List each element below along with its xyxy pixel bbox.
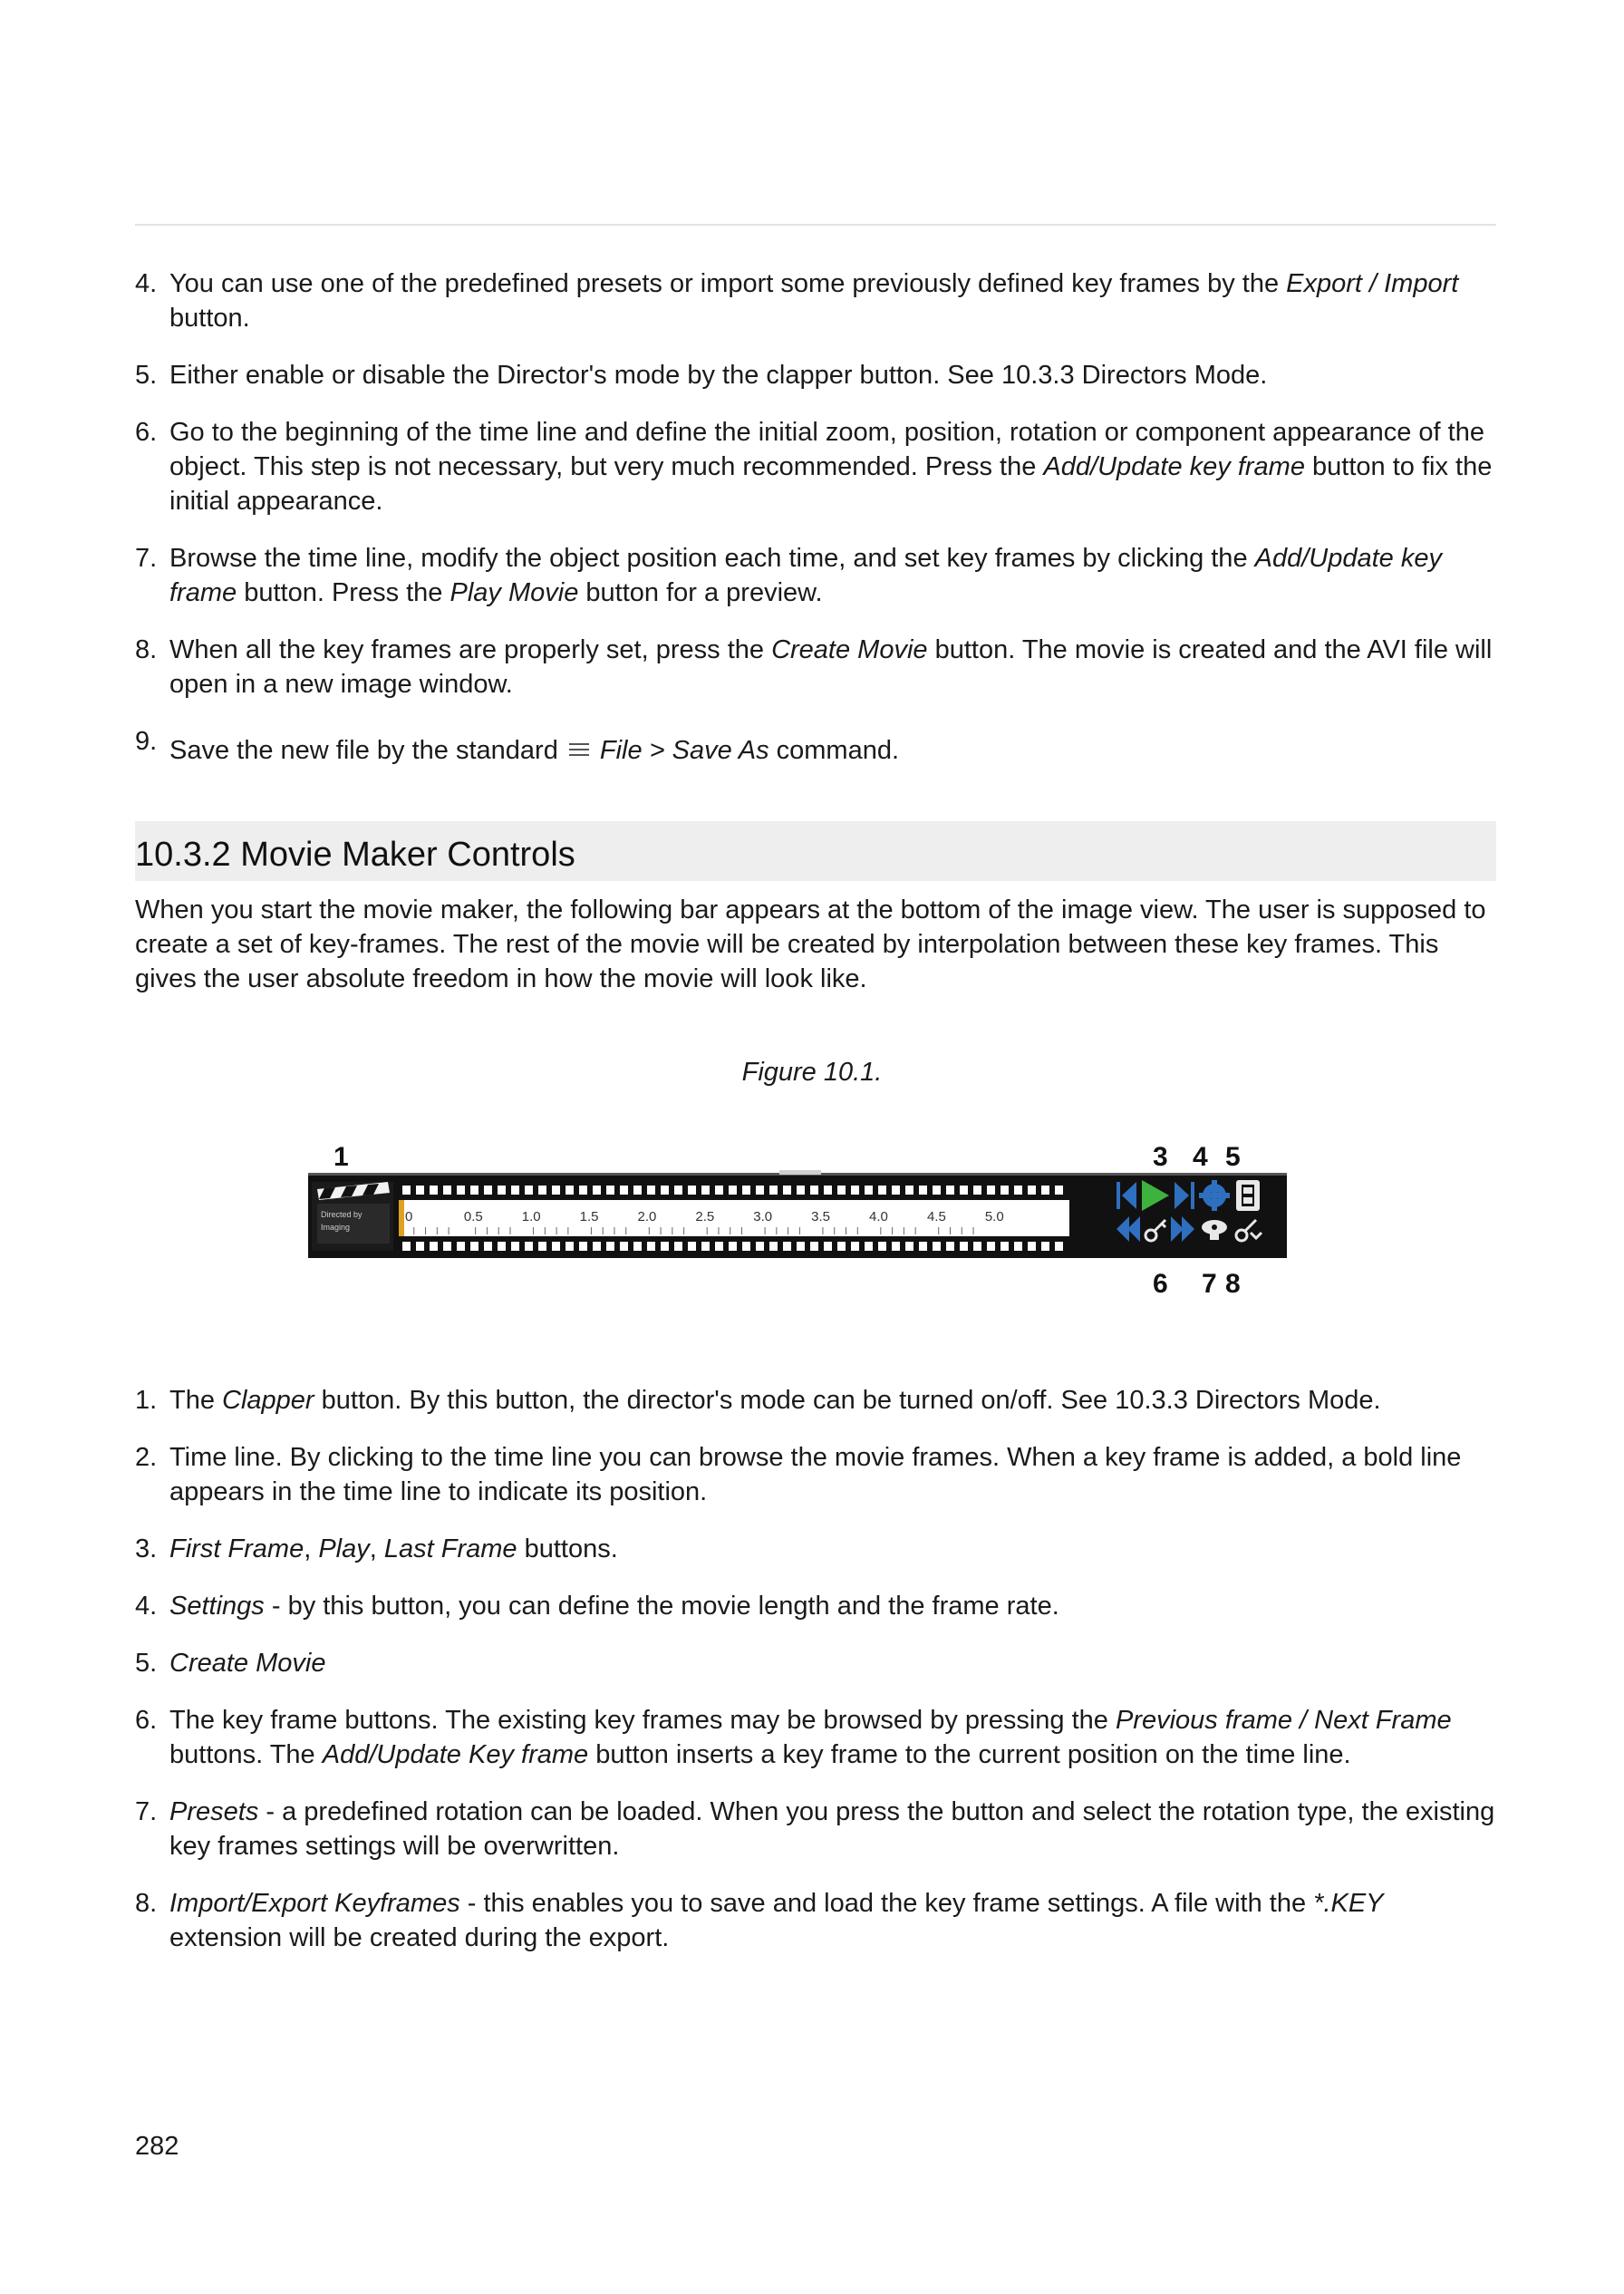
sprocket-hole xyxy=(1000,1186,1009,1195)
item-number: 6. xyxy=(135,1706,158,1735)
sprocket-hole xyxy=(430,1186,438,1195)
timeline-marker xyxy=(399,1200,404,1236)
sprocket-hole xyxy=(742,1242,750,1251)
timeline-tick-label: 1.0 xyxy=(521,1209,541,1224)
sprocket-hole xyxy=(633,1186,642,1195)
timeline-tick-label: 1.5 xyxy=(579,1209,599,1224)
callout-6: 6 xyxy=(1153,1269,1168,1298)
sprocket-hole xyxy=(647,1242,655,1251)
sprocket-hole xyxy=(593,1186,601,1195)
sprocket-hole xyxy=(919,1242,927,1251)
timeline-tick-label: 4.0 xyxy=(869,1209,888,1224)
sprocket-hole xyxy=(973,1186,981,1195)
sprocket-hole xyxy=(851,1242,859,1251)
sprocket-hole xyxy=(552,1186,560,1195)
sprocket-hole xyxy=(593,1242,601,1251)
list-item: 3. First Frame, Play, Last Frame buttons. xyxy=(135,1532,1496,1566)
sprocket-hole xyxy=(810,1242,818,1251)
sprocket-hole xyxy=(620,1242,628,1251)
movie-maker-bar-svg xyxy=(308,1133,1287,1298)
sprocket-hole xyxy=(402,1242,411,1251)
timeline-tick-label: 4.5 xyxy=(926,1209,946,1224)
sprocket-hole xyxy=(960,1242,968,1251)
sprocket-hole xyxy=(960,1186,968,1195)
sprocket-hole xyxy=(729,1242,737,1251)
sprocket-hole xyxy=(769,1186,778,1195)
sprocket-hole xyxy=(729,1186,737,1195)
sprocket-hole xyxy=(905,1242,914,1251)
item-number: 5. xyxy=(135,361,158,390)
timeline-tick-label: 3.0 xyxy=(753,1209,773,1224)
sprocket-hole xyxy=(865,1186,873,1195)
item-number: 4. xyxy=(135,1592,158,1621)
sprocket-hole xyxy=(987,1186,995,1195)
create-movie-film-icon[interactable] xyxy=(1236,1180,1260,1211)
sprocket-hole xyxy=(715,1186,723,1195)
callout-3: 3 xyxy=(1153,1142,1168,1172)
timeline-tick-label: 0.5 xyxy=(463,1209,483,1224)
item-number: 8. xyxy=(135,635,158,664)
list-item: 6. The key frame buttons. The existing key frames may be browsed by pressing the Previous frame / Next Frame buttons. The Add/Update Key frame button inserts a key frame to the current position on the time line. xyxy=(135,1703,1496,1772)
sprocket-hole xyxy=(797,1242,805,1251)
sprocket-hole xyxy=(470,1186,478,1195)
sprocket-hole xyxy=(715,1242,723,1251)
sprocket-hole xyxy=(647,1186,655,1195)
sprocket-hole xyxy=(688,1186,696,1195)
sprocket-hole xyxy=(933,1186,941,1195)
controls-list xyxy=(135,1383,1496,1978)
sprocket-hole xyxy=(756,1186,764,1195)
sprocket-hole xyxy=(892,1242,900,1251)
list-item: 1. The Clapper button. By this button, the director's mode can be turned on/off. See 10.3.3 Directors Mode. xyxy=(135,1383,1496,1418)
sprocket-hole xyxy=(457,1186,465,1195)
item-number: 7. xyxy=(135,1797,158,1826)
menu-icon xyxy=(569,742,589,757)
timeline-tick-label: 0 xyxy=(405,1209,413,1224)
item-number: 7. xyxy=(135,544,158,573)
sprocket-hole xyxy=(511,1242,519,1251)
list-item: 9. Save the new file by the standard File > Save As command. xyxy=(135,724,1496,768)
section-title: 10.3.2 Movie Maker Controls xyxy=(135,836,575,874)
timeline-strip xyxy=(399,1200,1069,1236)
sprocket-hole xyxy=(973,1242,981,1251)
sprocket-hole xyxy=(1014,1242,1022,1251)
item-number: 3. xyxy=(135,1534,158,1563)
movie-maker-bar-figure xyxy=(308,1133,1287,1298)
item-number: 8. xyxy=(135,1889,158,1918)
sprocket-hole xyxy=(661,1186,669,1195)
sprocket-hole xyxy=(525,1186,533,1195)
sprocket-hole xyxy=(933,1242,941,1251)
sprocket-hole xyxy=(878,1242,886,1251)
sprockets-bottom xyxy=(402,1242,1063,1251)
sprocket-hole xyxy=(756,1242,764,1251)
sprocket-hole xyxy=(430,1242,438,1251)
sprocket-hole xyxy=(620,1186,628,1195)
sprocket-hole xyxy=(1055,1242,1063,1251)
clapper-text-1: Directed by xyxy=(321,1210,362,1219)
sprocket-hole xyxy=(552,1242,560,1251)
sprocket-hole xyxy=(824,1242,832,1251)
sprocket-hole xyxy=(538,1186,546,1195)
timeline-tick-label: 3.5 xyxy=(811,1209,831,1224)
sprocket-hole xyxy=(1028,1242,1036,1251)
list-item: 5. Create Movie xyxy=(135,1646,1496,1680)
intro-paragraph: When you start the movie maker, the following bar appears at the bottom of the image view. The user is supposed to create a set of key-frames. The rest of the movie will be created by interpolation between these key frames. This gives the user absolute freedom in how the movie will look like. xyxy=(135,895,1486,993)
sprocket-hole xyxy=(688,1242,696,1251)
sprocket-hole xyxy=(606,1242,614,1251)
sprocket-hole xyxy=(416,1242,424,1251)
sprocket-hole xyxy=(538,1242,546,1251)
item-number: 4. xyxy=(135,269,158,298)
sprocket-hole xyxy=(674,1242,682,1251)
sprocket-hole xyxy=(566,1186,574,1195)
sprocket-hole xyxy=(1055,1186,1063,1195)
sprocket-hole xyxy=(742,1186,750,1195)
sprocket-hole xyxy=(946,1242,954,1251)
sprocket-hole xyxy=(837,1242,846,1251)
sprocket-hole xyxy=(824,1186,832,1195)
item-number: 5. xyxy=(135,1649,158,1678)
list-item: 4. You can use one of the predefined presets or import some previously defined key frames by the Export / Import button. xyxy=(135,266,1496,335)
list-item: 2. Time line. By clicking to the time line you can browse the movie frames. When a key frame is added, a bold line appears in the time line to indicate its position. xyxy=(135,1440,1496,1509)
sprocket-hole xyxy=(701,1242,710,1251)
sprocket-hole xyxy=(525,1242,533,1251)
sprocket-hole xyxy=(878,1186,886,1195)
sprocket-hole xyxy=(579,1186,587,1195)
sprocket-hole xyxy=(511,1186,519,1195)
callout-8: 8 xyxy=(1225,1269,1241,1298)
item-number: 6. xyxy=(135,418,158,447)
sprocket-hole xyxy=(1000,1242,1009,1251)
list-item: 4. Settings - by this button, you can define the movie length and the frame rate. xyxy=(135,1589,1496,1623)
callout-1: 1 xyxy=(334,1142,349,1172)
sprocket-hole xyxy=(851,1186,859,1195)
list-item: 8. When all the key frames are properly set, press the Create Movie button. The movie is created and the AVI file will open in a new image window. xyxy=(135,633,1496,702)
sprocket-hole xyxy=(457,1242,465,1251)
header-rule xyxy=(135,224,1496,226)
bar-handle[interactable] xyxy=(779,1170,821,1175)
sprocket-hole xyxy=(987,1242,995,1251)
sprocket-hole xyxy=(783,1186,791,1195)
sprocket-hole xyxy=(579,1242,587,1251)
sprocket-hole xyxy=(633,1242,642,1251)
sprocket-hole xyxy=(905,1186,914,1195)
sprocket-hole xyxy=(443,1242,451,1251)
timeline-tick-label: 5.0 xyxy=(984,1209,1004,1224)
clapper-button[interactable] xyxy=(312,1182,393,1251)
sprocket-hole xyxy=(783,1242,791,1251)
item-number: 9. xyxy=(135,727,158,756)
sprocket-hole xyxy=(498,1242,506,1251)
callout-5: 5 xyxy=(1225,1142,1241,1172)
clapper-text-2: Imaging xyxy=(321,1223,351,1232)
sprocket-hole xyxy=(946,1186,954,1195)
list-item: 7. Presets - a predefined rotation can be loaded. When you press the button and select the rotation type, the existing key frames settings will be overwritten. xyxy=(135,1795,1496,1863)
sprocket-hole xyxy=(566,1242,574,1251)
sprocket-hole xyxy=(769,1242,778,1251)
sprocket-hole xyxy=(919,1186,927,1195)
sprockets-top xyxy=(402,1186,1063,1195)
timeline-tick-label: 2.5 xyxy=(695,1209,715,1224)
sprocket-hole xyxy=(674,1186,682,1195)
item-number: 2. xyxy=(135,1443,158,1472)
sprocket-hole xyxy=(797,1186,805,1195)
list-item: 7. Browse the time line, modify the object position each time, and set key frames by clicking the Add/Update key frame button. Press the Play Movie button for a preview. xyxy=(135,541,1496,610)
sprocket-hole xyxy=(865,1242,873,1251)
sprocket-hole xyxy=(810,1186,818,1195)
callout-7: 7 xyxy=(1202,1269,1217,1298)
list-item: 8. Import/Export Keyframes - this enables you to save and load the key frame settings. A file with the *.KEY extension will be created during the export. xyxy=(135,1886,1496,1955)
sprocket-hole xyxy=(498,1186,506,1195)
figure-caption: Figure 10.1. xyxy=(741,1058,883,1087)
list-item: 6. Go to the beginning of the time line and define the initial zoom, position, rotation or component appearance of the object. This step is not necessary, but very much recommended. Press the Add/Update key frame button to fix the initial appearance. xyxy=(135,415,1496,518)
sprocket-hole xyxy=(892,1186,900,1195)
sprocket-hole xyxy=(837,1186,846,1195)
sprocket-hole xyxy=(416,1186,424,1195)
sprocket-hole xyxy=(443,1186,451,1195)
sprocket-hole xyxy=(661,1242,669,1251)
timeline-tick-label: 2.0 xyxy=(637,1209,657,1224)
steps-list-top xyxy=(135,266,1496,790)
sprocket-hole xyxy=(1041,1242,1049,1251)
sprocket-hole xyxy=(470,1242,478,1251)
sprocket-hole xyxy=(484,1186,492,1195)
sprocket-hole xyxy=(1014,1186,1022,1195)
sprocket-hole xyxy=(606,1186,614,1195)
sprocket-hole xyxy=(701,1186,710,1195)
page-number: 282 xyxy=(135,2132,179,2161)
sprocket-hole xyxy=(1028,1186,1036,1195)
sprocket-hole xyxy=(484,1242,492,1251)
sprocket-hole xyxy=(402,1186,411,1195)
list-item: 5. Either enable or disable the Director's mode by the clapper button. See 10.3.3 Directors Mode. xyxy=(135,358,1496,392)
sprocket-hole xyxy=(1041,1186,1049,1195)
callout-4: 4 xyxy=(1193,1142,1208,1172)
item-number: 1. xyxy=(135,1386,158,1415)
